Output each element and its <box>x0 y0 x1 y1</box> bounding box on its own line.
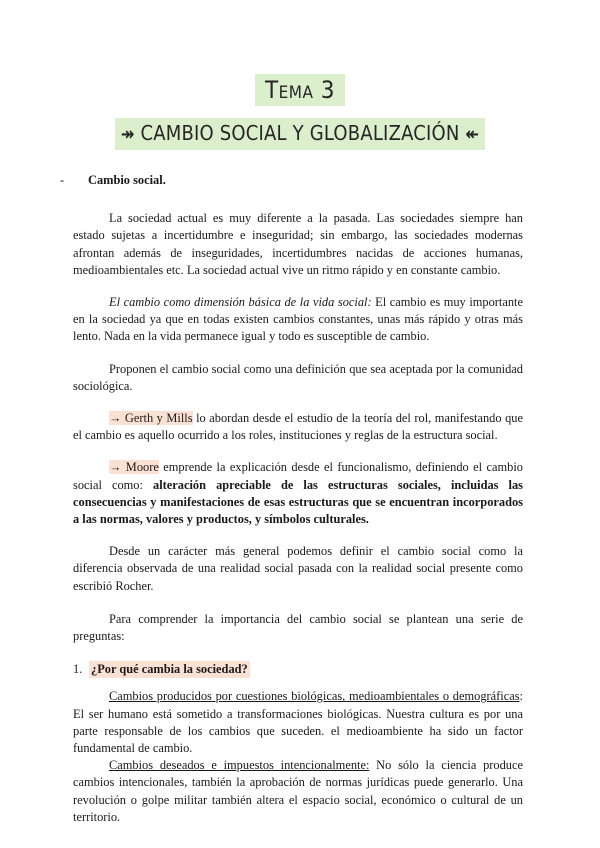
bold-definition: alteración apreciable de las estructuras sociales, incluidas las consecuencias y manifestaciones de esas estructuras que se encuentran incorporados a las normas, valores y productos, y símbolos culturales. <box>73 477 524 527</box>
paragraph-text: : El ser humano está sometido a transformaciones biológicas. Nuestra cultura es por una parte responsable de los cambios que suceden. el medioambiente ha sido un factor fundamental de cambio. <box>73 689 523 756</box>
title-block <box>0 74 600 150</box>
paragraph-text: lo abordan desde el estudio de la teoría del rol, manifestando que el cambio es aquello ocurrido a los roles, instituciones y reglas de la estructura social. <box>73 411 523 443</box>
chapter-subtitle <box>115 118 485 150</box>
paragraph-text: emprende la explicación desde el funcionalismo, definiendo el cambio social como: <box>73 460 523 492</box>
author-highlight: → Gerth y Mills <box>109 411 193 426</box>
paragraph-text: No sólo la ciencia produce cambios intencionales, también la aprobación de normas jurídicas puede generarlo. Una revolución o golpe militar también altera el espacio social, económico o cultural de un territorio. <box>73 758 523 824</box>
list-dash: - <box>60 173 65 187</box>
question-text: ¿Por qué cambia la sociedad? <box>89 661 250 678</box>
underlined-heading: Cambios deseados e impuestos intencionalmente: <box>109 758 370 773</box>
author-highlight: → Moore <box>109 460 159 475</box>
document-body <box>60 172 524 826</box>
paragraph-text: El cambio es muy importante en la sociedad ya que en todas existen cambios constantes, unas más rápido y otras más lento. Nada en la vida permanece igual y todo es susceptible de cambio. <box>73 295 523 344</box>
question-heading <box>73 661 523 678</box>
paragraph-rocher: Desde un carácter más general podemos definir el cambio social como la diferencia observada de una realidad social pasada con la realidad social presente como escribió Rocher. <box>73 544 523 593</box>
paragraph-cambio-dimension <box>73 294 523 346</box>
section-heading <box>60 172 523 189</box>
question-number: 1. <box>73 662 83 677</box>
section-heading-text: Cambio social. <box>88 173 166 187</box>
paragraph-cambios-intencionales <box>73 757 523 826</box>
italic-phrase: El cambio como dimensión básica de la vida social: <box>109 295 372 310</box>
chapter-title: Tema 3 <box>255 74 345 106</box>
double-arrow-right-icon: ↠ <box>120 124 135 145</box>
paragraph-gerth-mills <box>73 410 523 444</box>
paragraph-intro: La sociedad actual es muy diferente a la pasada. Las sociedades siempre han estado sujetas a incertidumbre e inseguridad; sin embargo, las sociedades modernas afrontan además de inseguridades, incertidumbres nacidas de acciones humanas, medioambientales etc. La sociedad actual vive un ritmo rápido y en constante cambio. <box>73 211 523 277</box>
paragraph-moore <box>73 459 523 528</box>
paragraph-definicion: Proponen el cambio social como una definición que sea aceptada por la comunidad sociológica. <box>73 361 523 393</box>
paragraph-preguntas: Para comprender la importancia del cambio social se plantean una serie de preguntas: <box>73 611 523 644</box>
double-arrow-left-icon: ↞ <box>465 124 480 145</box>
paragraph-cambios-biologicos <box>73 688 523 757</box>
subtitle-text: CAMBIO SOCIAL Y GLOBALIZACIÓN <box>140 121 460 145</box>
underlined-heading: Cambios producidos por cuestiones biológicas, medioambientales o demográficas <box>109 689 520 704</box>
